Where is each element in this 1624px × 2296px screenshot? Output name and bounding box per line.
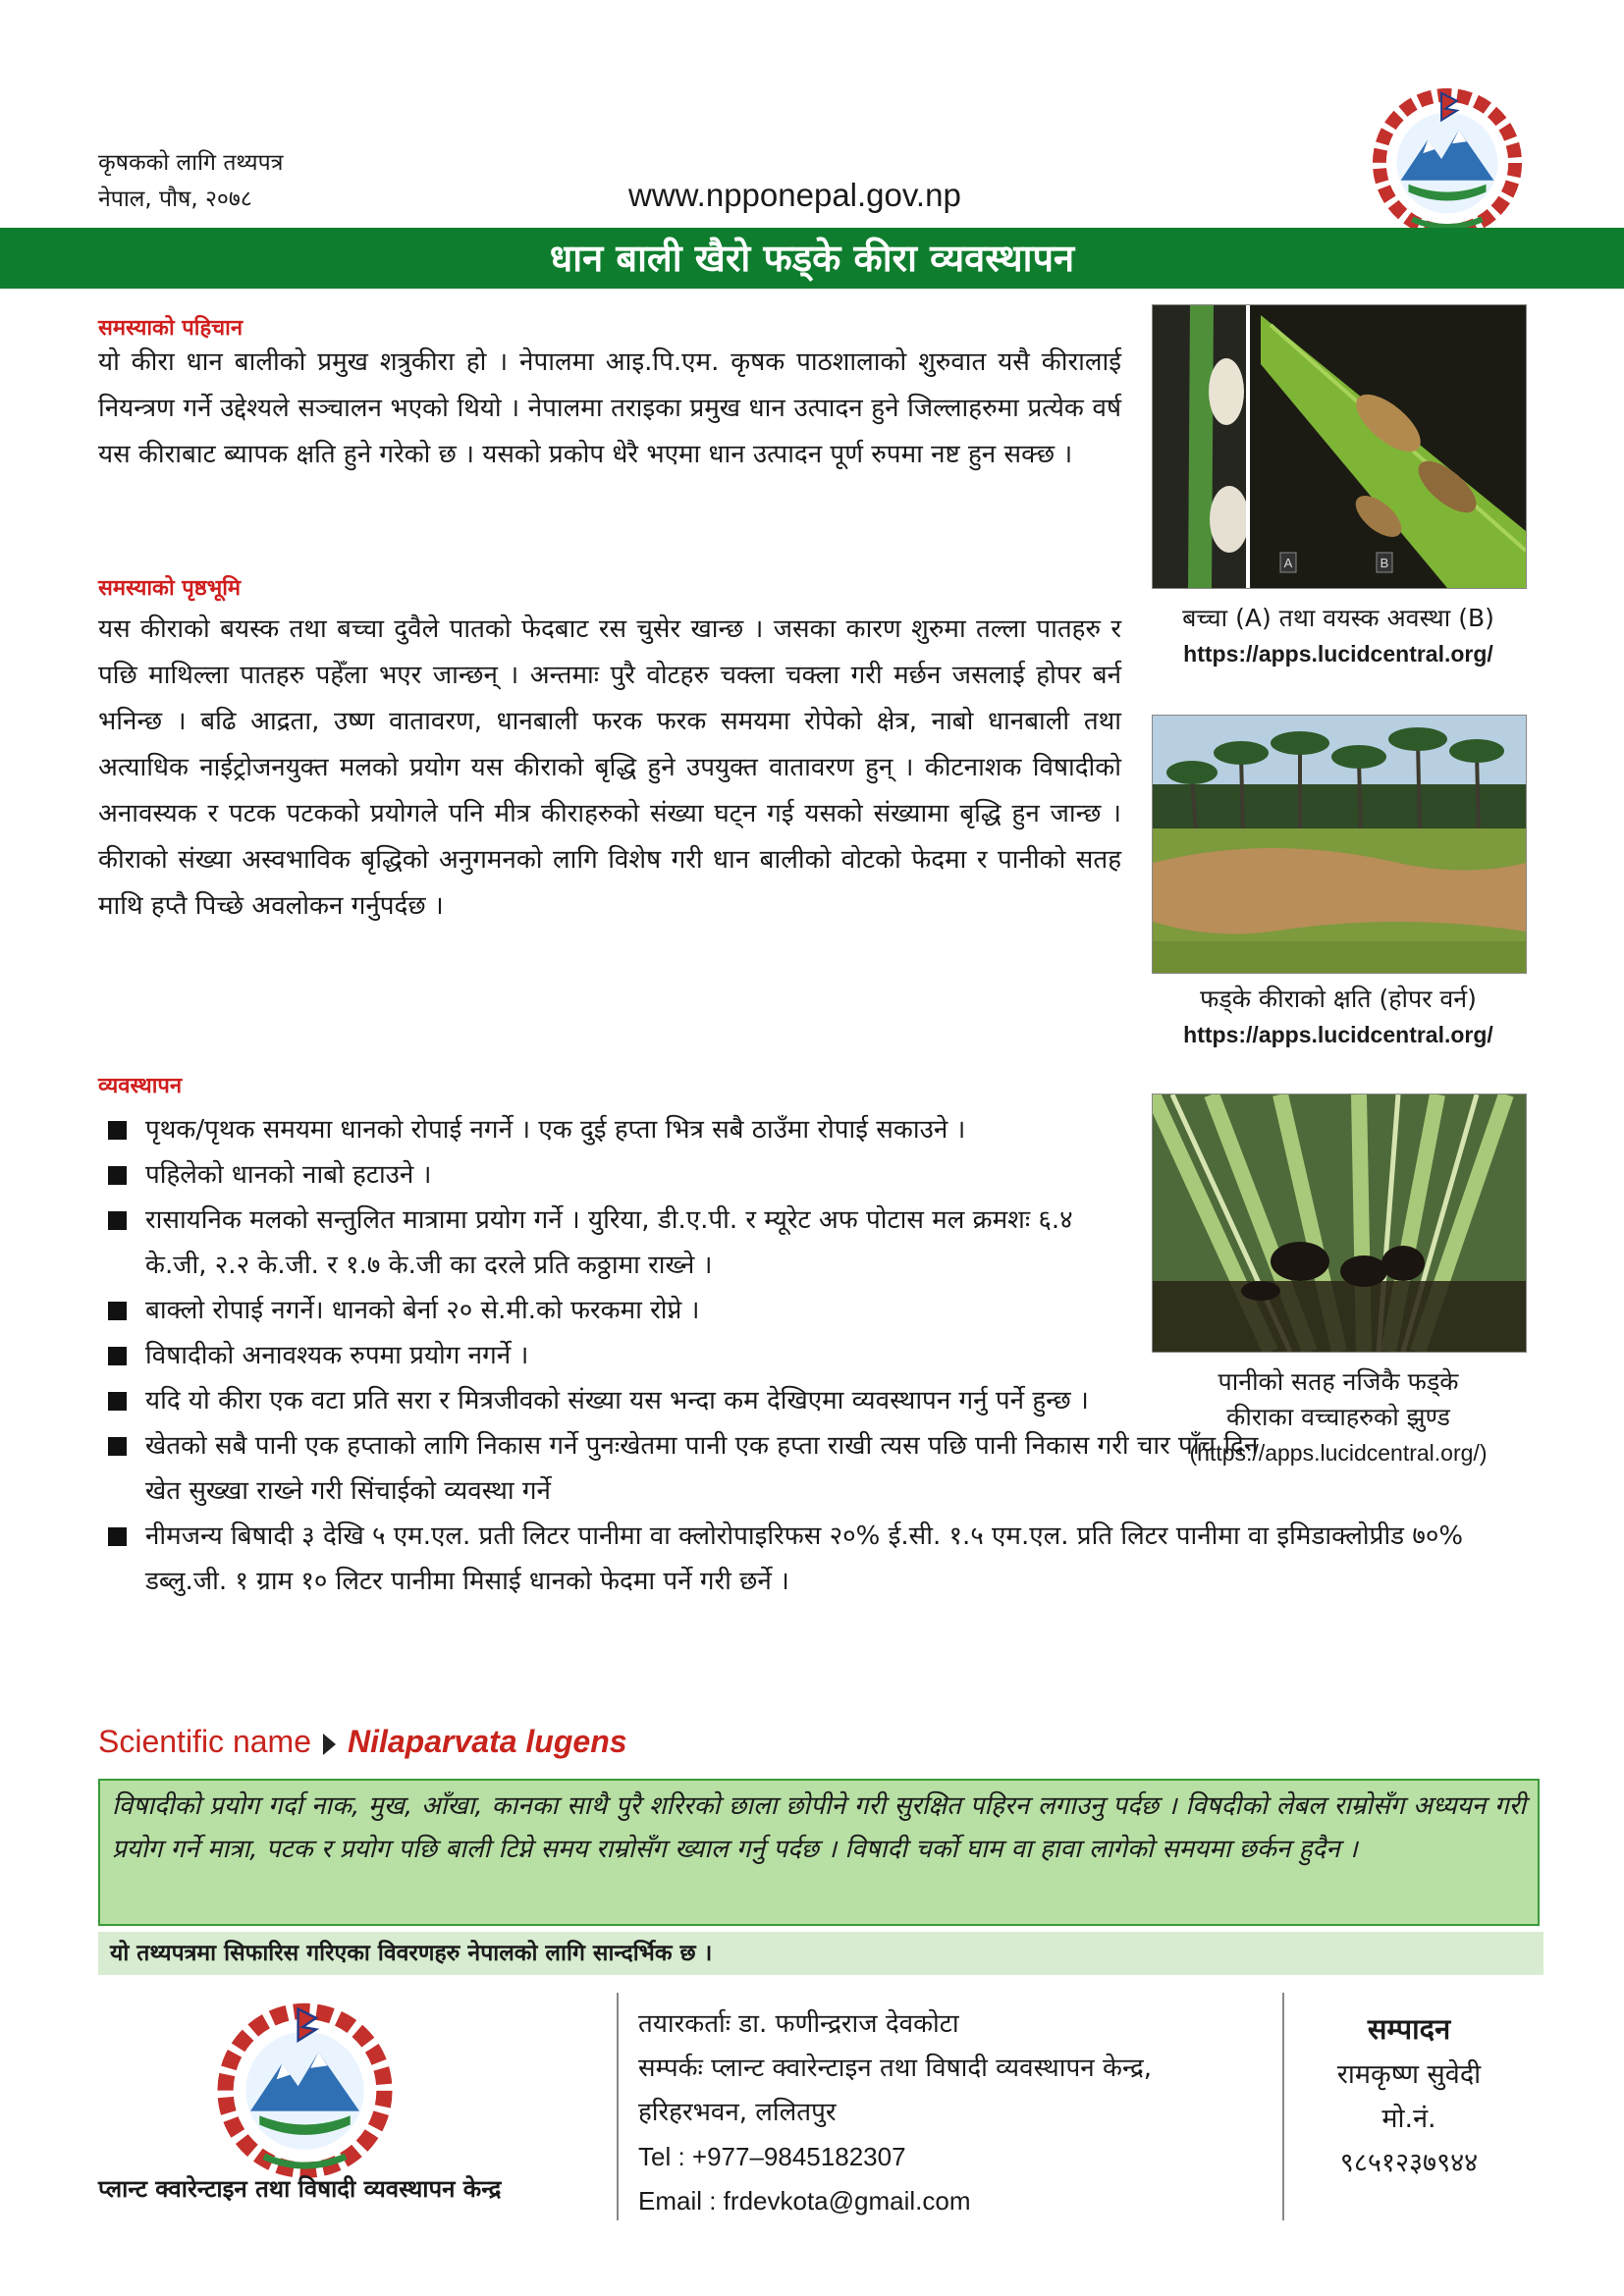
identification-text: यो कीरा धान बालीको प्रमुख शत्रुकीरा हो । नेपालमा आइ.पि.एम. कृषक पाठशालाको शुरुवात यसै कीरालाई नियन्त्रण गर्ने उद्देश्यले सञ्चालन भएको थियो । नेपालमा तराइका प्रमुख धान उत्पादन हुने जिल्लाहरुमा प्रत्येक वर्ष यस कीराबाट ब्यापक क्षति हुने गरेको छ । यसको प्रकोप धेरै भएमा धान उत्पादन पूर्ण रुपमा नष्ट हुन सक्छ ।	[98, 347, 1121, 469]
government-emblem-logo	[1370, 83, 1525, 239]
photo-label-a: A	[1283, 556, 1293, 570]
figure-2-source: https://apps.lucidcentral.org/	[1183, 1022, 1493, 1047]
document-meta	[98, 145, 283, 218]
management-item: खेतको सबै पानी एक हप्ताको लागि निकास गर्ने पुनःखेतमा पानी एक हप्ता राखी त्यस पछि पानी निकास गरी चार पाँच दिन खेत सुख्खा राख्ने गरी सिंचाईको व्यवस्था गर्ने	[98, 1423, 1284, 1514]
figure-3-caption-line2: कीराका वच्चाहरुको झुण्ड	[1226, 1403, 1450, 1431]
editor-name: रामकृष्ण सुवेदी	[1336, 2059, 1482, 2090]
figure-2-caption	[1127, 982, 1549, 1052]
contact-email[interactable]: Email : frdevkota@gmail.com	[638, 2186, 971, 2216]
footer-contact	[638, 2002, 1152, 2223]
footer-divider-left	[617, 1993, 619, 2220]
management-item: विषादीको अनावश्यक रुपमा प्रयोग नगर्ने ।	[98, 1333, 1218, 1378]
management-item: रासायनिक मलको सन्तुलित मात्रामा प्रयोग गर्ने । युरिया, डी.ए.पी. र म्यूरेट अफ पोटास मल क्रमशः ६.४ के.जी, २.२ के.जी. र १.७ के.जी का दरले प्रति कठ्ठामा राख्ने ।	[98, 1198, 1127, 1288]
arrow-right-icon	[323, 1734, 336, 1755]
scientific-name-value: Nilaparvata lugens	[347, 1724, 627, 1759]
contact-address-line2: हरिहरभवन, ललितपुर	[638, 2098, 837, 2127]
hopper-burn-field-photo	[1152, 715, 1527, 974]
safety-warning-box: विषादीको प्रयोग गर्दा नाक, मुख, आँखा, कानका साथै पुरै शरिरको छाला छोपीने गरी सुरक्षित पहिरन लगाउनु पर्दछ । विषदीको लेबल राम्रोसँग अध्ययन गरी प्रयोग गर्ने मात्रा, पटक र प्रयोग पछि बाली टिप्ने समय राम्रोसँग ख्याल गर्नु पर्दछ । विषादी चर्को घाम वा हावा लागेको समयमा छर्कन हुदैन ।	[98, 1779, 1540, 1926]
editor-mobile-number: ९८५१२३७९४४	[1339, 2148, 1479, 2178]
page-title: धान बाली खैरो फड्के कीरा व्यवस्थापन	[0, 228, 1624, 289]
editor-heading: सम्पादन	[1367, 2012, 1451, 2046]
management-heading: व्यवस्थापन	[98, 1074, 183, 1098]
scientific-name-label: Scientific name	[98, 1724, 311, 1759]
management-item: यदि यो कीरा एक वटा प्रति सरा र मित्रजीवको संख्या यस भन्दा कम देखिएमा व्यवस्थापन गर्नु पर्ने हुन्छ ।	[98, 1378, 1218, 1423]
website-link[interactable]: www.npponepal.gov.np	[628, 177, 961, 213]
prepared-by: तयारकर्ताः डा. फणीन्द्रराज देवकोटा	[638, 2009, 959, 2039]
figure-1-caption-text: बच्चा (A) तथा वयस्क अवस्था (B)	[1182, 604, 1494, 632]
management-item: पहिलेको धानको नाबो हटाउने ।	[98, 1152, 1218, 1198]
planthopper-nymph-adult-photo	[1152, 304, 1527, 589]
background-heading: समस्याको पृष्ठभूमि	[98, 576, 242, 601]
footer-emblem-logo	[214, 1998, 396, 2179]
figure-1-source: https://apps.lucidcentral.org/	[1183, 641, 1493, 667]
scientific-name	[98, 1724, 627, 1760]
figure-2-caption-text: फड्के कीराको क्षति (होपर वर्न)	[1200, 985, 1477, 1013]
management-item: बाक्लो रोपाई नगर्ने। धानको बेर्ना २० से.मी.को फरकमा रोप्ने ।	[98, 1288, 1218, 1333]
footer-divider-right	[1282, 1993, 1284, 2220]
contact-telephone[interactable]: Tel : +977–9845182307	[638, 2142, 906, 2171]
management-list	[98, 1107, 1551, 1604]
figure-1-caption	[1127, 601, 1549, 671]
document-type: कृषकको लागि तथ्यपत्र	[98, 150, 284, 176]
figure-3-caption-line1: पानीको सतह नजिकै फड्के	[1218, 1367, 1459, 1396]
contact-address-line1: सम्पर्कः प्लान्ट क्वारेन्टाइन तथा विषादी व्यवस्थापन केन्द्र,	[638, 2054, 1153, 2083]
editor-mobile-label: मो.नं.	[1381, 2104, 1436, 2134]
document-date: नेपाल, पौष, २०७८	[98, 187, 252, 212]
management-item: पृथक/पृथक समयमा धानको रोपाई नगर्ने । एक दुई हप्ता भित्र सबै ठाउँमा रोपाई सकाउने ।	[98, 1107, 1218, 1152]
editor-block	[1286, 2007, 1532, 2185]
photo-label-b: B	[1380, 556, 1389, 570]
footer-organization-name: प्लान्ट क्वारेन्टाइन तथा विषादी व्यवस्थापन केन्द्र	[98, 2175, 502, 2203]
relevance-note: यो तथ्यपत्रमा सिफारिस गरिएका विवरणहरु नेपालको लागि सान्दर्भिक छ ।	[98, 1932, 1543, 1975]
identification-heading: समस्याको पहिचान	[98, 316, 244, 341]
background-text: यस कीराको बयस्क तथा बच्चा दुवैले पातको फेदबाट रस चुसेर खान्छ । जसका कारण शुरुमा तल्ला पातहरु र पछि माथिल्ला पातहरु पहेँला भएर जान्छन् । अन्तमाः पुरै वोटहरु चक्ला चक्ला गरी मर्छन जसलाई होपर बर्न भनिन्छ । बढि आद्रता, उष्ण वातावरण, धानबाली फरक फरक समयमा रोपेको क्षेत्र, नाबो धानबाली तथा अत्याधिक नाईट्रोजनयुक्त मलको प्रयोग यस कीराको बृद्धि हुने उपयुक्त वातावरण हुन् । कीटनाशक विषादीको अनावस्यक र पटक पटकको प्रयोगले पनि मीत्र कीराहरुको संख्या घट्न गई यसको संख्यामा बृद्धि हुन जान्छ । कीराको संख्या अस्वभाविक बृद्धिको अनुगमनको लागि विशेष गरी धान बालीको वोटको फेदमा र पानीको सतह माथि हप्तै पिच्छे अवलोकन गर्नुपर्दछ ।	[98, 614, 1121, 921]
figure-3-source: (https://apps.lucidcentral.org/)	[1189, 1440, 1488, 1466]
management-item: नीमजन्य बिषादी ३ देखि ५ एम.एल. प्रती लिटर पानीमा वा क्लोरोपाइरिफस २०% ई.सी. १.५ एम.एल. प्रति लिटर पानीमा वा इमिडाक्लोप्रीड ७०% डब्लु.जी. १ ग्राम १० लिटर पानीमा मिसाई धानको फेदमा पर्ने गरी छर्ने ।	[98, 1514, 1530, 1604]
